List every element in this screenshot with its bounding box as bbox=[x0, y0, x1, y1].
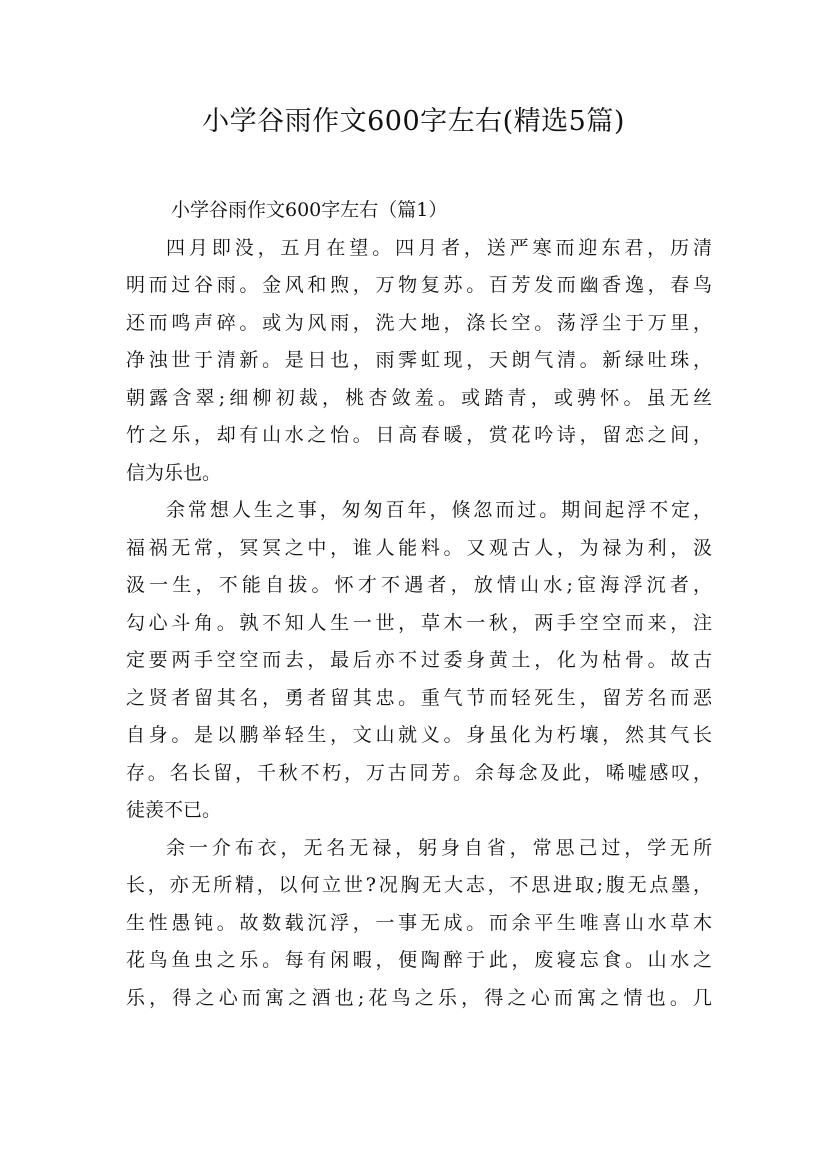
section-heading: 小学谷雨作文600字左右（篇1） bbox=[171, 199, 448, 221]
text-line: 余一介布衣，无名无禄，躬身自省，常思己过，学无所 bbox=[166, 836, 712, 859]
paragraph-1 bbox=[126, 230, 712, 493]
text-line: 净浊世于清新。是日也，雨霁虹现，天朗气清。新绿吐珠， bbox=[126, 349, 712, 371]
text-line: 花鸟鱼虫之乐。每有闲暇，便陶醉于此，废寝忘食。山水之 bbox=[126, 949, 712, 971]
text-line: 存。名长留，千秋不朽，万古同芳。余每念及此，唏嘘感叹， bbox=[126, 761, 712, 784]
document-body bbox=[126, 192, 712, 1017]
text-line: 四月即没，五月在望。四月者，送严寒而迎东君，历清 bbox=[166, 236, 712, 259]
page-title: 小学谷雨作文600字左右(精选5篇) bbox=[202, 106, 625, 137]
text-line: 勾心斗角。孰不知人生一世，草木一秋，两手空空而来，注 bbox=[126, 611, 712, 634]
text-line: 信为乐也。 bbox=[126, 461, 222, 484]
text-line: 定要两手空空而去，最后亦不过委身黄土，化为枯骨。故古 bbox=[126, 649, 712, 671]
text-line: 乐，得之心而寓之酒也;花鸟之乐，得之心而寓之情也。几 bbox=[126, 986, 712, 1009]
text-line: 生性愚钝。故数载沉浮，一事无成。而余平生唯喜山水草木 bbox=[126, 911, 712, 934]
text-line: 福祸无常，冥冥之中，谁人能料。又观古人，为禄为利，汲 bbox=[126, 536, 712, 559]
text-line: 长，亦无所精，以何立世?况胸无大志，不思进取;腹无点墨， bbox=[126, 874, 712, 896]
text-line: 明而过谷雨。金风和煦，万物复苏。百芳发而幽香逸，春鸟 bbox=[126, 274, 712, 296]
text-line: 余常想人生之事，匆匆百年，倏忽而过。期间起浮不定， bbox=[166, 499, 712, 521]
text-line: 之贤者留其名，勇者留其忠。重气节而轻死生，留芳名而恶 bbox=[126, 686, 712, 709]
paragraph-2 bbox=[126, 492, 712, 830]
text-line: 徒羡不已。 bbox=[126, 799, 222, 821]
text-line: 还而鸣声碎。或为风雨，洗大地，涤长空。荡浮尘于万里， bbox=[126, 311, 712, 334]
text-line: 汲一生，不能自拔。怀才不遇者，放情山水;宦海浮沉者， bbox=[126, 574, 712, 596]
paragraph-3 bbox=[126, 830, 712, 1018]
text-line: 自身。是以鹏举轻生，文山就义。身虽化为朽壤，然其气长 bbox=[126, 724, 712, 746]
text-line: 竹之乐，却有山水之怡。日高春暖，赏花吟诗，留恋之间， bbox=[126, 424, 712, 446]
text-line: 朝露含翠;细柳初裁，桃杏敛羞。或踏青，或骋怀。虽无丝 bbox=[126, 386, 712, 409]
